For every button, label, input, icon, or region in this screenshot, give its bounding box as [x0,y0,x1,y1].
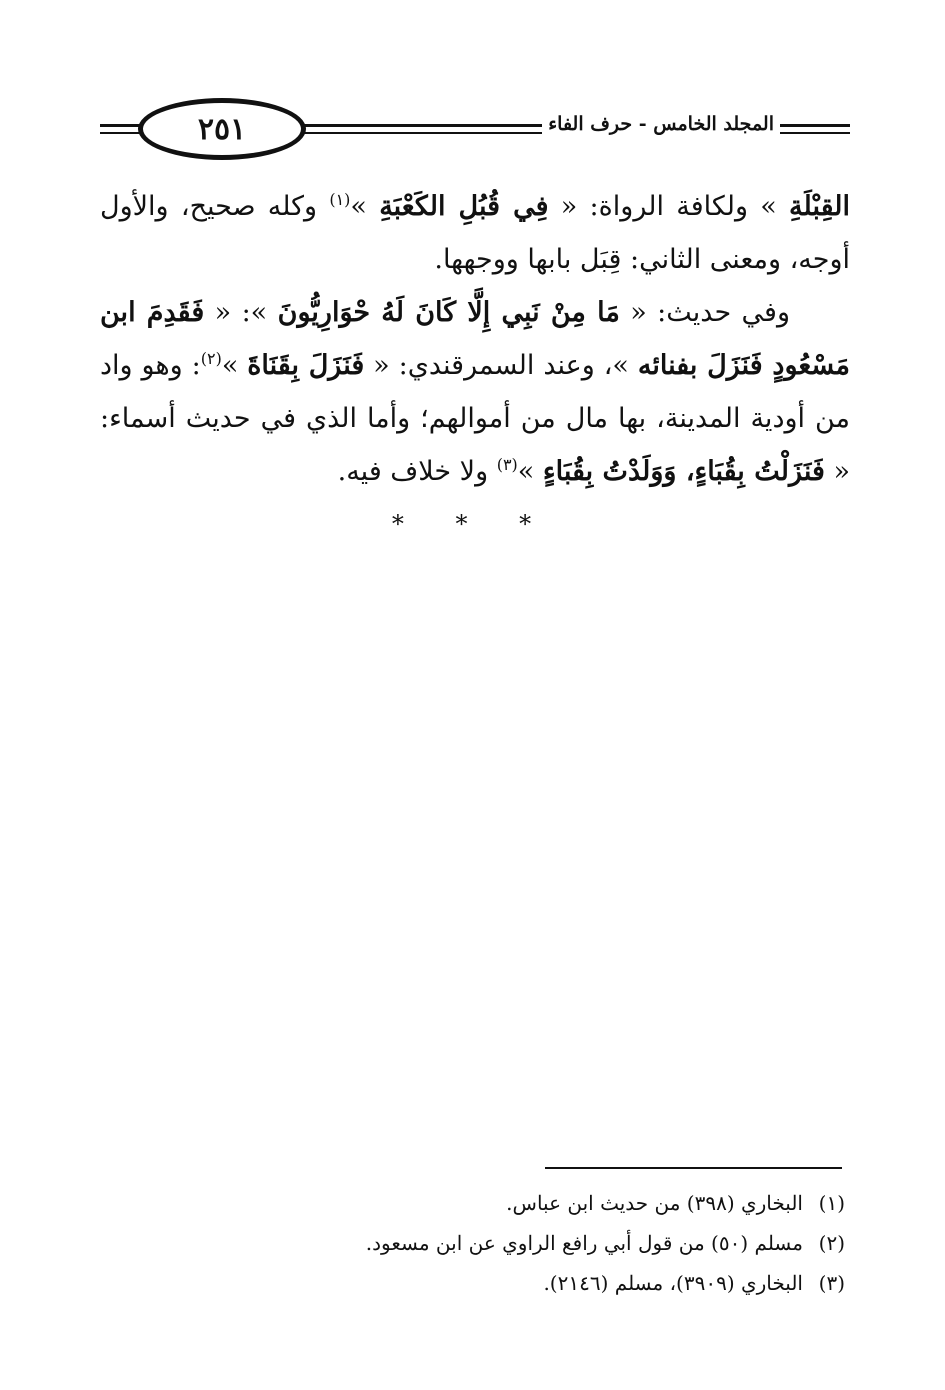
text-run: : وهو واد من أودية المدينة، بها مال من أموالهم؛ وأما الذي في حديث أسماء: « [100,350,850,487]
section-separator: * * * [391,510,554,538]
text-run: » [517,456,543,487]
footnote-number: (٣) [818,1271,845,1295]
text-run: وكله صحيح، والأول أوجه، ومعنى الثاني: قِبَل بابها ووجهها. [100,191,850,275]
footnote-item [300,1263,845,1303]
text-run: »، وعند السمرقندي: « [364,350,638,381]
footnote-ref: (١) [329,190,351,209]
text-run: » ولكافة الرواة: « [548,191,790,222]
quoted-hadith: فِي قُبُلِ الكَعْبَةِ [379,191,549,222]
quoted-hadith: فَنَزَلْتُ بِقُبَاءٍ، وَوَلَدْتُ بِقُبَاءٍ [542,456,825,487]
footnote-ref: (٢) [200,349,222,368]
running-title: المجلد الخامس - حرف الفاء [542,113,780,135]
text-run: ولا خلاف فيه. [337,456,497,487]
text-run: وفي حديث: « [619,297,790,328]
paragraph-2 [100,286,850,498]
footnote-item [300,1183,845,1223]
page-header [100,96,850,166]
footnote-number: (٢) [818,1231,845,1255]
main-text [100,180,850,498]
footnotes [300,1183,845,1303]
footnote-text: البخاري (٣٩٠٩)، مسلم (٢١٤٦). [543,1271,803,1295]
footnote-item [300,1223,845,1263]
text-run: » [221,350,248,381]
quoted-hadith: مَا مِنْ نَبِي إِلَّا كَانَ لَهُ حْوَارِيُّونَ [277,297,620,328]
footnote-rule [545,1167,842,1169]
page-number: ٢٥١ [197,111,247,147]
footnote-text: مسلم (٥٠) من قول أبي رافع الراوي عن ابن مسعود. [365,1231,803,1255]
quoted-hadith: فَقَدِمَ ابن مَسْعُودٍ فَنَزَلَ بفنائه [100,297,850,381]
text-run: » [350,191,380,222]
footnote-text: البخاري (٣٩٨) من حديث ابن عباس. [506,1191,803,1215]
quoted-hadith: فَنَزَلَ بِقَنَاةَ [247,350,365,381]
quoted-word: القِبْلَةِ [789,191,850,222]
footnote-ref: (٣) [496,455,518,474]
page-number-oval [138,98,306,160]
text-run: »: « [204,297,278,328]
footnote-number: (١) [818,1191,845,1215]
paragraph-1 [100,180,850,286]
